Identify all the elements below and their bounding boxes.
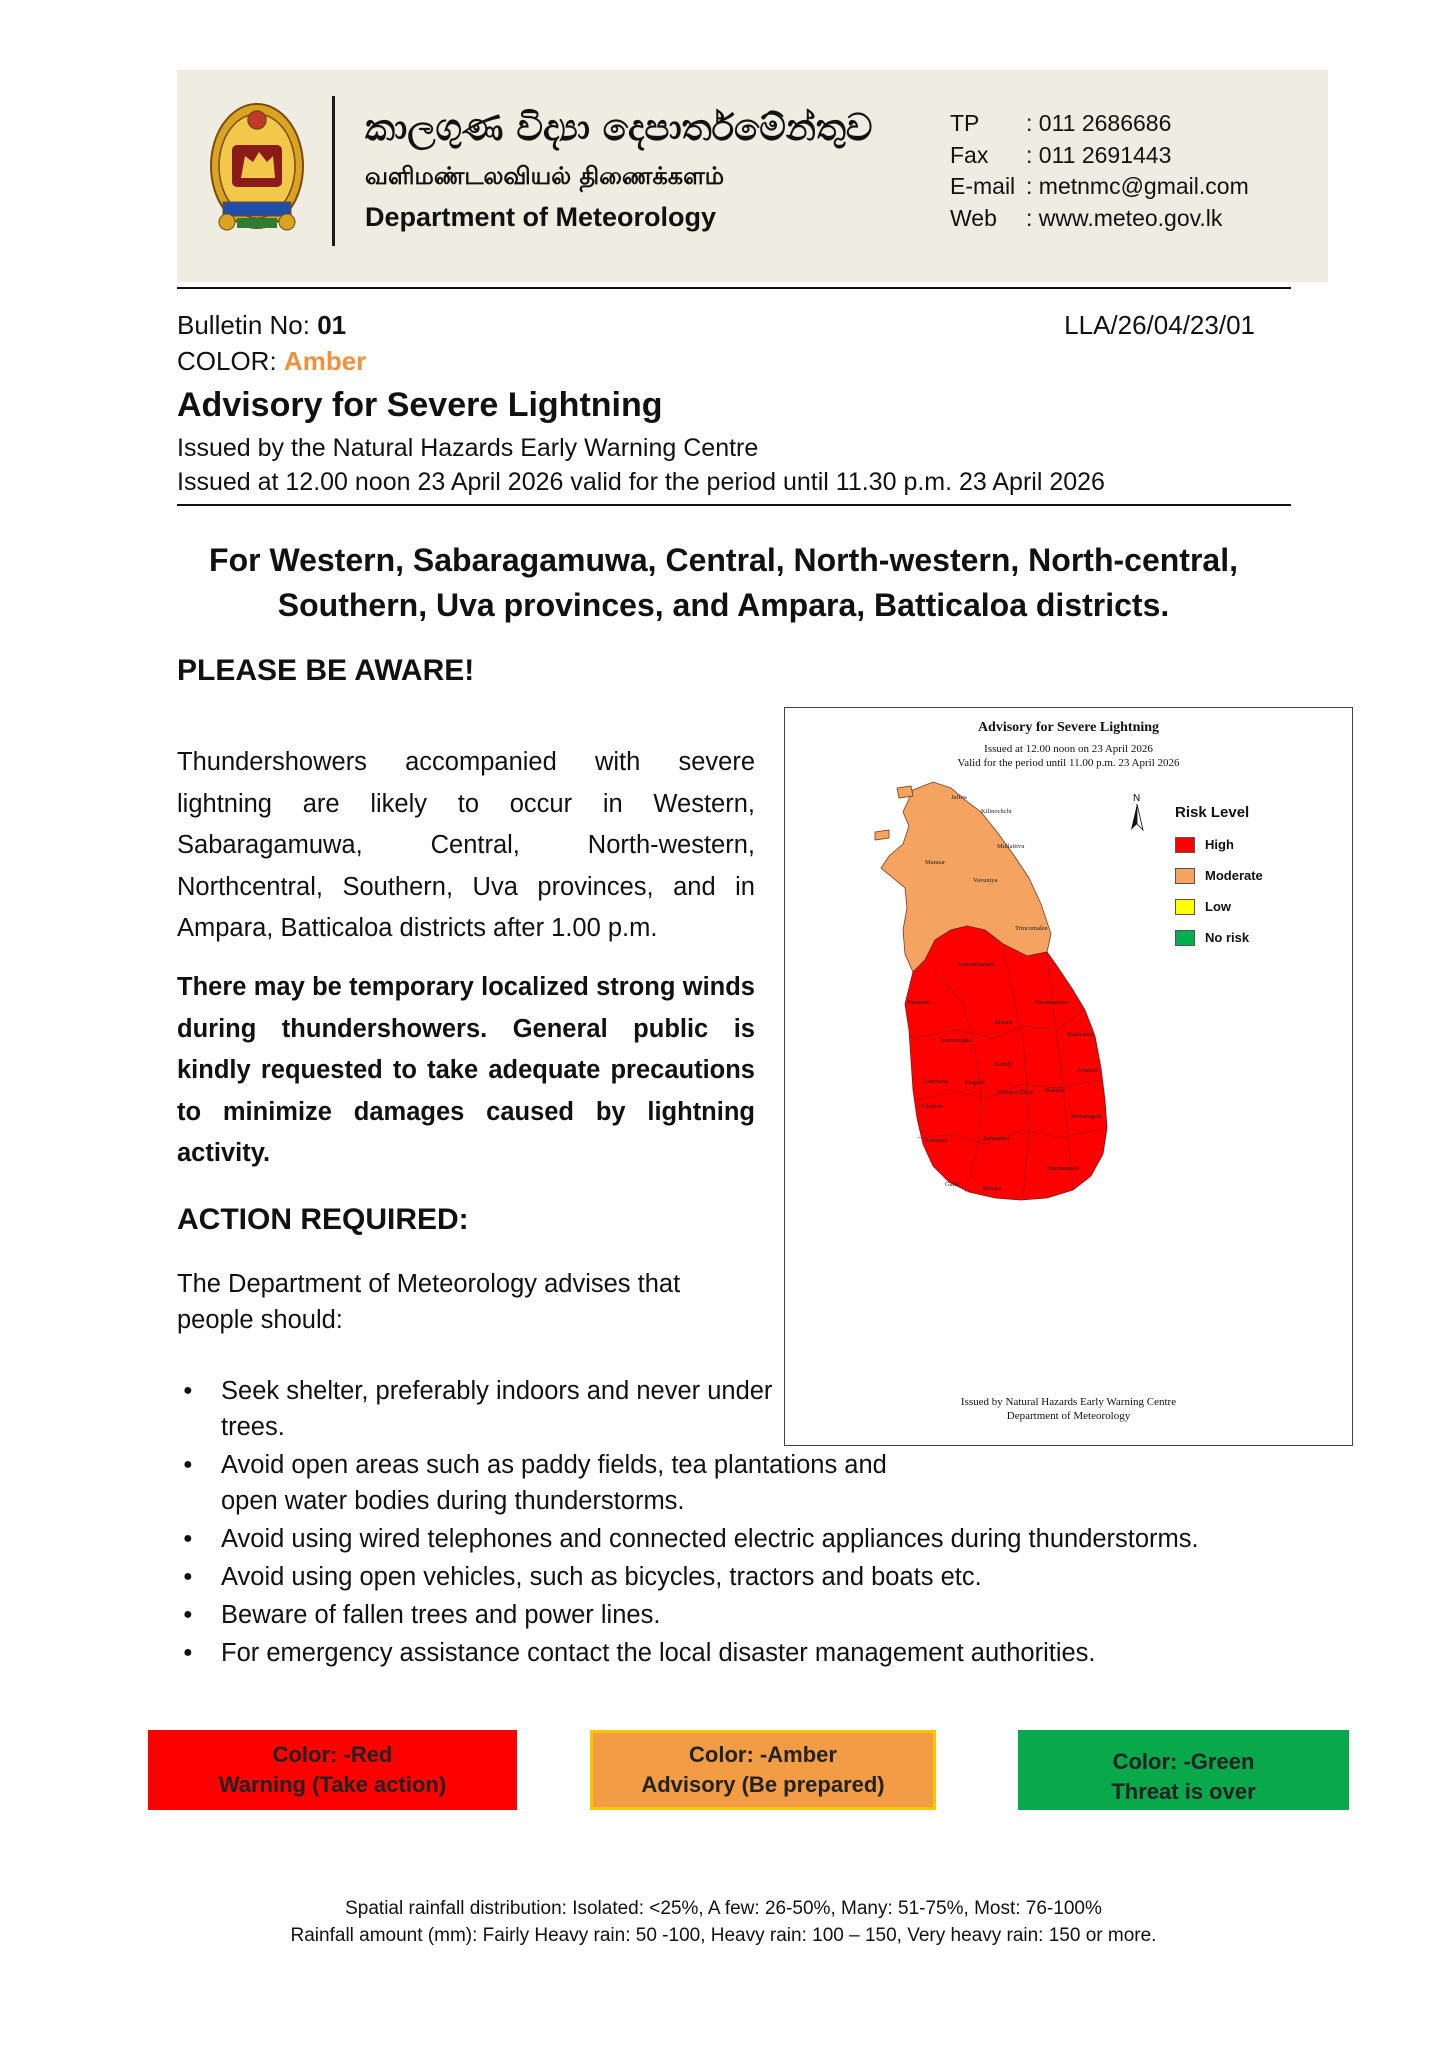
bulletin-reference: LLA/26/04/23/01: [1064, 310, 1255, 340]
department-name-sinhala: කාලගුණ විද්‍යා දෙපාර්තමේන්තුව: [365, 106, 873, 149]
label-badulla: Badulla: [1045, 1087, 1066, 1094]
color-key-amber: [590, 1730, 936, 1810]
color-key-title: Color: -Green: [1112, 1749, 1255, 1774]
legend-label: High: [1205, 837, 1234, 852]
sri-lanka-emblem-icon: [207, 98, 307, 243]
sri-lanka-map: [785, 708, 1354, 1447]
department-name-english: Department of Meteorology: [365, 202, 717, 232]
label-trincomalee: Trincomalee: [1015, 925, 1048, 932]
legend-label: No risk: [1205, 930, 1250, 945]
label-anuradhapura: Anuradhapura: [957, 961, 995, 968]
list-item: ● Avoid using wired telephones and connected electric appliances during thunderstorms.: [177, 1521, 1327, 1557]
bulletin-number-value: 01: [317, 310, 347, 340]
label-matale: Matale: [995, 1019, 1014, 1026]
rainfall-distribution-note: Spatial rainfall distribution: Isolated: <25%, A few: 26-50%, Many: 51-75%, Most: 76-100%: [345, 1898, 1102, 1919]
map-department: Department of Meteorology: [1006, 1410, 1131, 1422]
advises-intro: The Department of Meteorology advises that people should:: [177, 1270, 681, 1334]
contact-fax: [950, 140, 1249, 172]
label-kilinochchi: Kilinochchi: [981, 808, 1012, 815]
label-ratnapura: Ratnapura: [983, 1135, 1010, 1142]
contact-block: [950, 108, 1249, 234]
color-value: Amber: [283, 346, 367, 376]
color-key-green: [1018, 1730, 1349, 1810]
color-key-meaning: Warning (Take action): [218, 1772, 447, 1797]
legend-title: Risk Level: [1175, 804, 1250, 821]
wind-warning-paragraph: There may be temporary localized strong winds during thundershowers. General public is kindly requested to take adequate precautions to minimize damages caused by lightning activity.: [177, 973, 755, 1167]
moderate-island: [897, 786, 913, 798]
label-batticaloa: Batticaloa: [1067, 1031, 1094, 1038]
affected-areas-line-2: Southern, Uva provinces, and Ampara, Batticaloa districts.: [277, 587, 1170, 623]
label-puttalam: Puttalam: [907, 999, 931, 1006]
contact-key: Web: [950, 204, 997, 231]
label-colombo: Colombo: [919, 1103, 944, 1110]
label-kandy: Kandy: [995, 1061, 1013, 1068]
section-rule: [177, 504, 1291, 506]
label-kegalle: Kegalle: [965, 1079, 986, 1086]
legend-label: Moderate: [1205, 868, 1263, 883]
contact-value: : 011 2686686: [1026, 110, 1172, 136]
bulletin-number: [177, 310, 346, 341]
color-key-red: [148, 1730, 517, 1810]
affected-areas-line-1: For Western, Sabaragamuwa, Central, North-western, North-central,: [209, 542, 1238, 578]
legend-item-low: [1175, 891, 1263, 922]
contact-web: [950, 203, 1249, 235]
letterhead: [177, 70, 1328, 282]
north-arrow-icon: [1128, 792, 1146, 832]
list-item: ● Seek shelter, preferably indoors and never under trees.: [177, 1373, 777, 1445]
legend-item-moderate: [1175, 860, 1263, 891]
label-ampara: Ampara: [1077, 1067, 1098, 1074]
please-be-aware-heading: PLEASE BE AWARE!: [177, 654, 475, 687]
legend-swatch: [1175, 930, 1195, 946]
issued-by: Issued by the Natural Hazards Early Warning Centre: [177, 434, 759, 462]
label-kurunegala: Kurunegala: [941, 1037, 972, 1044]
affected-areas-heading: [140, 538, 1307, 628]
label-hambantota: Hambantota: [1047, 1165, 1079, 1172]
contact-value[interactable]: : www.meteo.gov.lk: [1026, 204, 1223, 231]
map-issued: Issued at 12.00 noon on 23 April 2026: [984, 743, 1153, 755]
list-item: ● Avoid using open vehicles, such as bicycles, tractors and boats etc.: [177, 1559, 1327, 1595]
forecast-paragraph: Thundershowers accompanied with severe lightning are likely to occur in Western, Sabaragamuwa, Central, North-western, Northcentral, Southern, Uva provinces, and in Ampara, Batticaloa districts after 1.00 p.m.: [177, 748, 755, 942]
action-required-heading: ACTION REQUIRED:: [177, 1203, 469, 1236]
header-rule: [177, 287, 1291, 289]
list-item: ● For emergency assistance contact the local disaster management authorities.: [177, 1635, 1327, 1671]
label-gampaha: Gampaha: [923, 1078, 948, 1085]
color-key-title: Color: -Red: [272, 1742, 393, 1767]
issued-at: Issued at 12.00 noon 23 April 2026 valid for the period until 11.30 p.m. 23 April 2026: [177, 468, 1105, 496]
contact-email: [950, 171, 1249, 203]
advisory-title: Advisory for Severe Lightning: [177, 386, 663, 424]
color-key-title: Color: -Amber: [689, 1742, 837, 1767]
map-issuer: Issued by Natural Hazards Early Warning Centre: [960, 1396, 1177, 1408]
color-key-meaning: Advisory (Be prepared): [641, 1772, 885, 1797]
bulletin-color: [177, 346, 366, 377]
color-label: COLOR:: [177, 346, 284, 376]
legend-item-high: [1175, 829, 1263, 860]
contact-value: : 011 2691443: [1026, 141, 1172, 168]
label-monaragala: Monaragala: [1071, 1113, 1103, 1120]
north-label: N: [1133, 793, 1141, 804]
department-name-tamil: வளிமண்டலவியல் திணைக்களம்: [365, 162, 725, 190]
bulletin-label: Bulletin No:: [177, 310, 318, 340]
map-valid: Valid for the period until 11.00 p.m. 23 April 2026: [957, 757, 1180, 769]
contact-value[interactable]: : metnmc@gmail.com: [1026, 173, 1249, 199]
header-divider: [332, 96, 335, 246]
risk-map: [784, 707, 1353, 1446]
list-item: ● Beware of fallen trees and power lines.: [177, 1597, 1327, 1633]
label-polonnaruwa: Polonnaruwa: [1035, 999, 1070, 1006]
label-vavuniya: Vavuniya: [973, 877, 998, 884]
label-mannar: Mannar: [925, 859, 946, 866]
risk-legend: [1175, 804, 1263, 953]
contact-key: Fax: [950, 141, 989, 168]
map-title: Advisory for Severe Lightning: [977, 720, 1160, 735]
label-mullaitivu: Mullaitivu: [997, 843, 1025, 850]
contact-key: E-mail: [950, 173, 1016, 199]
legend-label: Low: [1205, 899, 1231, 914]
contact-tp: [950, 108, 1249, 140]
color-key-meaning: Threat is over: [1111, 1779, 1256, 1804]
legend-swatch: [1175, 899, 1195, 915]
label-galle: Galle: [945, 1181, 960, 1188]
legend-swatch: [1175, 868, 1195, 884]
list-item: ● Avoid open areas such as paddy fields, tea plantations and open water bodies during thunderstorms.: [177, 1447, 937, 1519]
contact-key: TP: [950, 110, 980, 136]
moderate-island: [875, 830, 889, 840]
rainfall-amount-note: Rainfall amount (mm): Fairly Heavy rain: 50 -100, Heavy rain: 100 – 150, Very heavy rain: 150 or more.: [290, 1925, 1157, 1946]
label-kalutara: Kalutara: [925, 1137, 948, 1144]
legend-item-no-risk: [1175, 922, 1263, 953]
label-matara: Matara: [983, 1185, 1002, 1192]
label-nuwara-eliya: Nuwara Eliya: [997, 1089, 1033, 1096]
label-jaffna: Jaffna: [951, 794, 967, 801]
legend-swatch: [1175, 837, 1195, 853]
